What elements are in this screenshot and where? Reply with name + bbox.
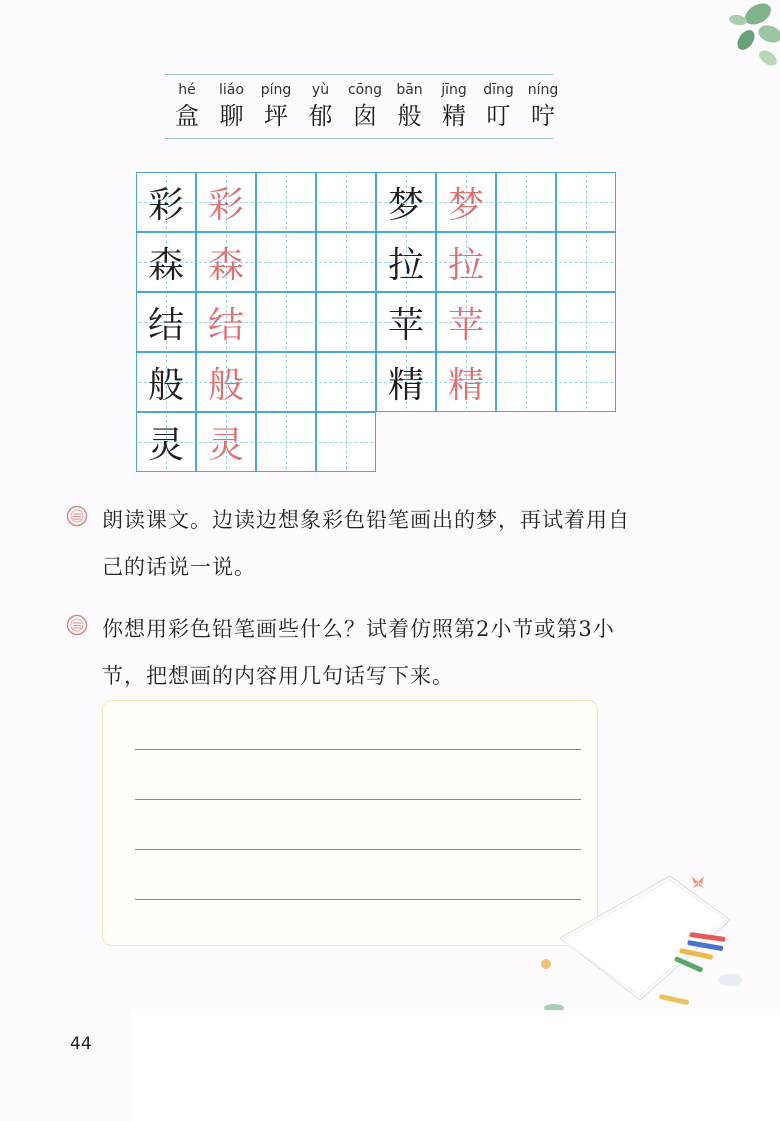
model-character-cell (376, 292, 436, 352)
trace-character-cell (196, 352, 256, 412)
writing-line (135, 799, 581, 800)
instruction-line: 己的话说一说。 (102, 555, 256, 579)
instruction-line: 你想用彩色铅笔画些什么？试着仿照第2小节或第3小 (102, 617, 615, 641)
strip-bottom-rule (165, 138, 553, 139)
hanzi-label: 郁 (308, 102, 333, 130)
hanzi-label: 盒 (175, 102, 199, 130)
vocab-word (167, 80, 207, 132)
practice-cell[interactable] (256, 232, 316, 292)
hanzi-label: 坪 (264, 102, 288, 130)
practice-cell[interactable] (316, 292, 376, 352)
trace-character: 般 (207, 364, 244, 406)
paper-and-crayons-illustration (520, 860, 780, 1020)
hanzi-label: 咛 (531, 102, 555, 130)
practice-cell[interactable] (256, 172, 316, 232)
vocab-word (301, 80, 341, 132)
model-character: 般 (147, 364, 184, 406)
model-character-cell (136, 232, 196, 292)
trace-character-cell (436, 292, 496, 352)
vocab-word (212, 80, 252, 132)
instruction-write-paragraph (66, 606, 706, 700)
trace-character: 苹 (447, 304, 484, 346)
practice-cell[interactable] (496, 292, 556, 352)
trace-character-cell (436, 232, 496, 292)
practice-cell[interactable] (496, 172, 556, 232)
leaf-decoration-icon (724, 0, 780, 72)
trace-character: 彩 (207, 184, 244, 226)
model-character: 精 (387, 364, 424, 406)
trace-character-cell (436, 172, 496, 232)
pinyin-label: níng (527, 82, 559, 98)
pinyin-label: yù (311, 82, 330, 98)
pinyin-label: dīng (483, 82, 514, 98)
practice-cell[interactable] (316, 172, 376, 232)
seal-bullet-icon (66, 505, 88, 527)
instruction-line: 节，把想画的内容用几句话写下来。 (102, 664, 454, 688)
model-character-cell (136, 352, 196, 412)
instruction-read-aloud (66, 497, 706, 591)
hanzi-label: 聊 (219, 102, 244, 130)
model-character: 结 (147, 304, 184, 346)
practice-cell[interactable] (316, 352, 376, 412)
hanzi-label: 叮 (486, 102, 511, 130)
model-character: 拉 (387, 244, 424, 286)
practice-cell[interactable] (496, 352, 556, 412)
model-character: 梦 (387, 184, 424, 226)
pinyin-label: bān (396, 82, 423, 98)
practice-cell[interactable] (316, 232, 376, 292)
vocab-word (479, 80, 519, 132)
model-character-cell (376, 232, 436, 292)
bottom-band (130, 1010, 780, 1121)
trace-character: 结 (207, 304, 244, 346)
model-character: 苹 (387, 304, 424, 346)
hanzi-label: 囱 (353, 102, 377, 130)
practice-cell[interactable] (316, 412, 376, 472)
trace-character: 拉 (447, 244, 484, 286)
vocab-word (523, 80, 563, 132)
instruction-line: 朗读课文。边读边想象彩色铅笔画出的梦，再试着用自 (102, 508, 630, 532)
model-character: 灵 (147, 424, 184, 466)
practice-cell[interactable] (496, 232, 556, 292)
model-character-cell (136, 412, 196, 472)
trace-character: 梦 (447, 184, 484, 226)
practice-cell[interactable] (556, 352, 616, 412)
seal-bullet-icon (66, 614, 88, 636)
model-character-cell (136, 292, 196, 352)
practice-cell[interactable] (556, 292, 616, 352)
trace-character: 精 (447, 364, 484, 406)
pinyin-label: hé (178, 82, 196, 98)
writing-line (135, 749, 581, 750)
model-character-cell (376, 172, 436, 232)
page-number: 44 (70, 1034, 92, 1054)
trace-character-cell (196, 292, 256, 352)
practice-cell[interactable] (556, 172, 616, 232)
vocab-word (434, 80, 474, 132)
trace-character-cell (196, 232, 256, 292)
trace-character-cell (196, 412, 256, 472)
model-character-cell (376, 352, 436, 412)
trace-character-cell (196, 172, 256, 232)
vocabulary-strip (165, 72, 559, 142)
model-character: 森 (147, 244, 184, 286)
pinyin-label: jīng (441, 82, 467, 98)
trace-character: 森 (207, 244, 244, 286)
writing-line (135, 849, 581, 850)
character-writing-grid (136, 172, 616, 478)
vocab-word (345, 80, 385, 132)
vocab-word (256, 80, 296, 132)
trace-character-cell (436, 352, 496, 412)
writing-line (135, 899, 581, 900)
strip-top-rule (165, 74, 553, 75)
hanzi-label: 精 (442, 102, 466, 130)
practice-cell[interactable] (556, 232, 616, 292)
practice-cell[interactable] (256, 352, 316, 412)
practice-cell[interactable] (256, 292, 316, 352)
pinyin-label: liáo (219, 82, 244, 98)
model-character: 彩 (147, 184, 184, 226)
practice-cell[interactable] (256, 412, 316, 472)
model-character-cell (136, 172, 196, 232)
vocab-word (390, 80, 430, 132)
butterfly-icon (692, 876, 704, 888)
pinyin-label: píng (260, 82, 292, 98)
trace-character: 灵 (207, 424, 244, 466)
hanzi-label: 般 (397, 102, 422, 130)
pinyin-label: cōng (347, 82, 383, 98)
